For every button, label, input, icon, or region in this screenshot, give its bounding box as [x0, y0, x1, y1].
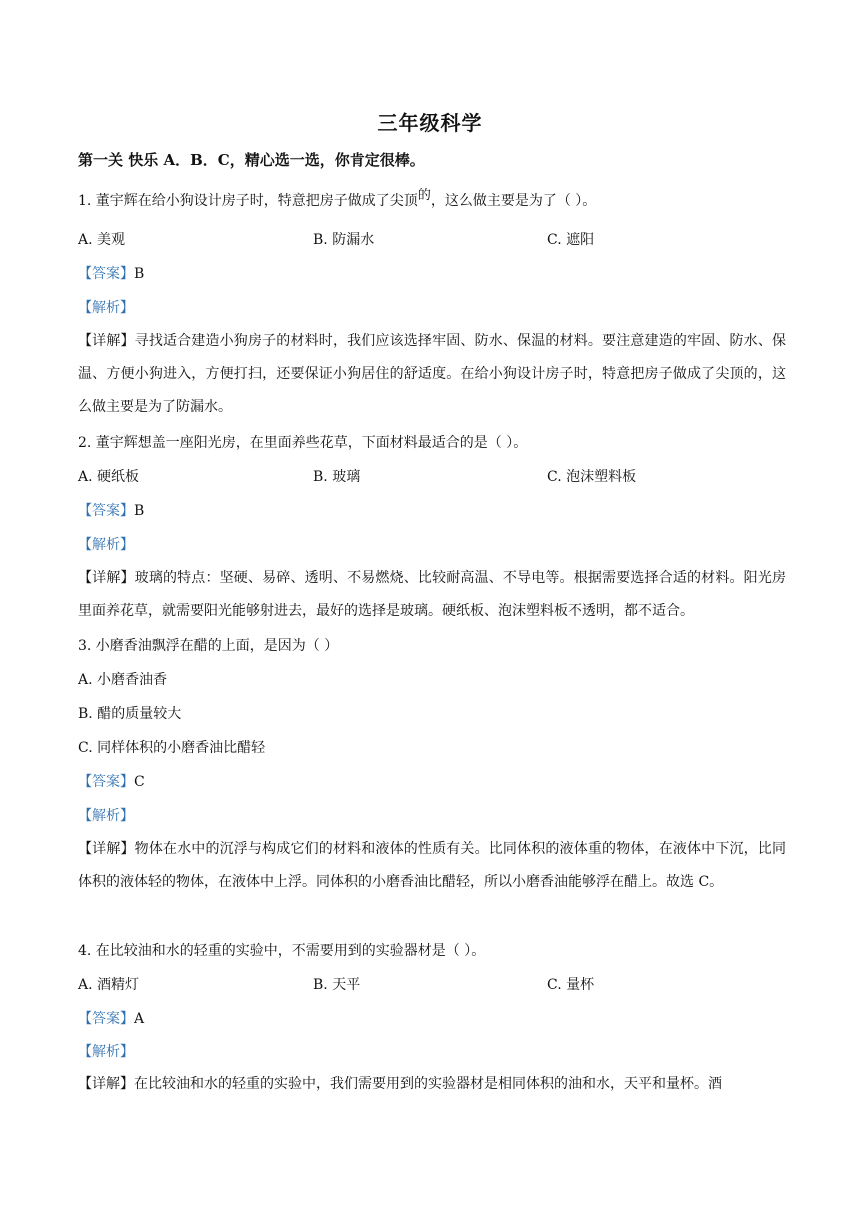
- question-2-analysis-label: 【解析】: [78, 537, 134, 553]
- question-2-detail: [78, 562, 786, 628]
- question-4-option-b: B. 天平: [313, 977, 361, 993]
- detail-label: 【详解】: [78, 841, 135, 857]
- detail-label: 【详解】: [78, 1076, 134, 1092]
- question-4-analysis-label: 【解析】: [78, 1044, 134, 1060]
- question-1-answer-value: B: [134, 266, 145, 282]
- question-1-option-b: B. 防漏水: [313, 232, 375, 248]
- question-2-answer-value: B: [134, 503, 145, 519]
- question-2-answer: [78, 500, 144, 522]
- question-3-detail-text: 物体在水中的沉浮与构成它们的材料和液体的性质有关。比同体积的液体重的物体，在液体中下沉，比同体积的液体轻的物体，在液体中上浮。同体积的小磨香油比醋轻，所以小磨香油能够浮在醋上。故选 C。: [78, 841, 787, 890]
- question-1-stem-part-b: ，这么做主要是为了（ ）。: [430, 193, 597, 209]
- question-1-detail: [78, 325, 786, 424]
- question-1-stem-superscript: 的: [417, 188, 431, 203]
- question-1-stem: [78, 190, 596, 213]
- page-title: 三年级科学: [377, 111, 483, 135]
- question-4-detail: [78, 1068, 786, 1101]
- question-3-detail: [78, 833, 786, 899]
- question-3-answer: [78, 771, 145, 793]
- question-2-option-c: C. 泡沫塑料板: [547, 469, 637, 485]
- question-1-option-c: C. 遮阳: [547, 232, 595, 248]
- answer-label: 【答案】: [78, 503, 134, 519]
- detail-label: 【详解】: [78, 333, 135, 349]
- question-3-answer-value: C: [134, 774, 145, 790]
- question-1-answer: [78, 263, 144, 285]
- question-1-option-a: A. 美观: [78, 232, 126, 248]
- question-3-stem: 3. 小磨香油飘浮在醋的上面，是因为（ ）: [78, 638, 339, 654]
- question-2-stem: 2. 董宇辉想盖一座阳光房，在里面养些花草，下面材料最适合的是（ ）。: [78, 435, 528, 451]
- question-4-option-a: A. 酒精灯: [78, 977, 140, 993]
- question-1-detail-text: 寻找适合建造小狗房子的材料时，我们应该选择牢固、防水、保温的材料。要注意建造的牢固、防水、保温、方便小狗进入，方便打扫，还要保证小狗居住的舒适度。在给小狗设计房子时，特意把房子做成了尖顶的，这么做主要是为了防漏水。: [78, 333, 787, 415]
- question-4-option-c: C. 量杯: [547, 977, 595, 993]
- question-2-option-a: A. 硬纸板: [78, 469, 140, 485]
- question-4-stem: 4. 在比较油和水的轻重的实验中，不需要用到的实验器材是（ ）。: [78, 943, 486, 959]
- answer-label: 【答案】: [78, 1011, 134, 1027]
- question-3-analysis-label: 【解析】: [78, 808, 134, 824]
- detail-label: 【详解】: [78, 570, 135, 586]
- question-1-stem-part-a: 1. 董宇辉在给小狗设计房子时，特意把房子做成了尖顶: [78, 193, 418, 209]
- answer-label: 【答案】: [78, 266, 134, 282]
- question-3-option-a: A. 小磨香油香: [78, 672, 168, 688]
- question-4-detail-text: 在比较油和水的轻重的实验中，我们需要用到的实验器材是相同体积的油和水，天平和量杯。酒: [134, 1076, 722, 1092]
- question-2-option-b: B. 玻璃: [313, 469, 361, 485]
- question-2-detail-text: 玻璃的特点：坚硬、易碎、透明、不易燃烧、比较耐高温、不导电等。根据需要选择合适的材料。阳光房里面养花草，就需要阳光能够射进去，最好的选择是玻璃。硬纸板、泡沫塑料板不透明，都不适合。: [78, 570, 787, 619]
- question-4-answer-value: A: [134, 1011, 145, 1027]
- section-heading: 第一关 快乐 A．B．C，精心选一选，你肯定很棒。: [78, 151, 425, 169]
- question-3-option-b: B. 醋的质量较大: [78, 706, 182, 722]
- answer-label: 【答案】: [78, 774, 134, 790]
- question-4-answer: [78, 1008, 144, 1030]
- question-3-option-c: C. 同样体积的小磨香油比醋轻: [78, 740, 266, 756]
- question-1-analysis-label: 【解析】: [78, 300, 134, 316]
